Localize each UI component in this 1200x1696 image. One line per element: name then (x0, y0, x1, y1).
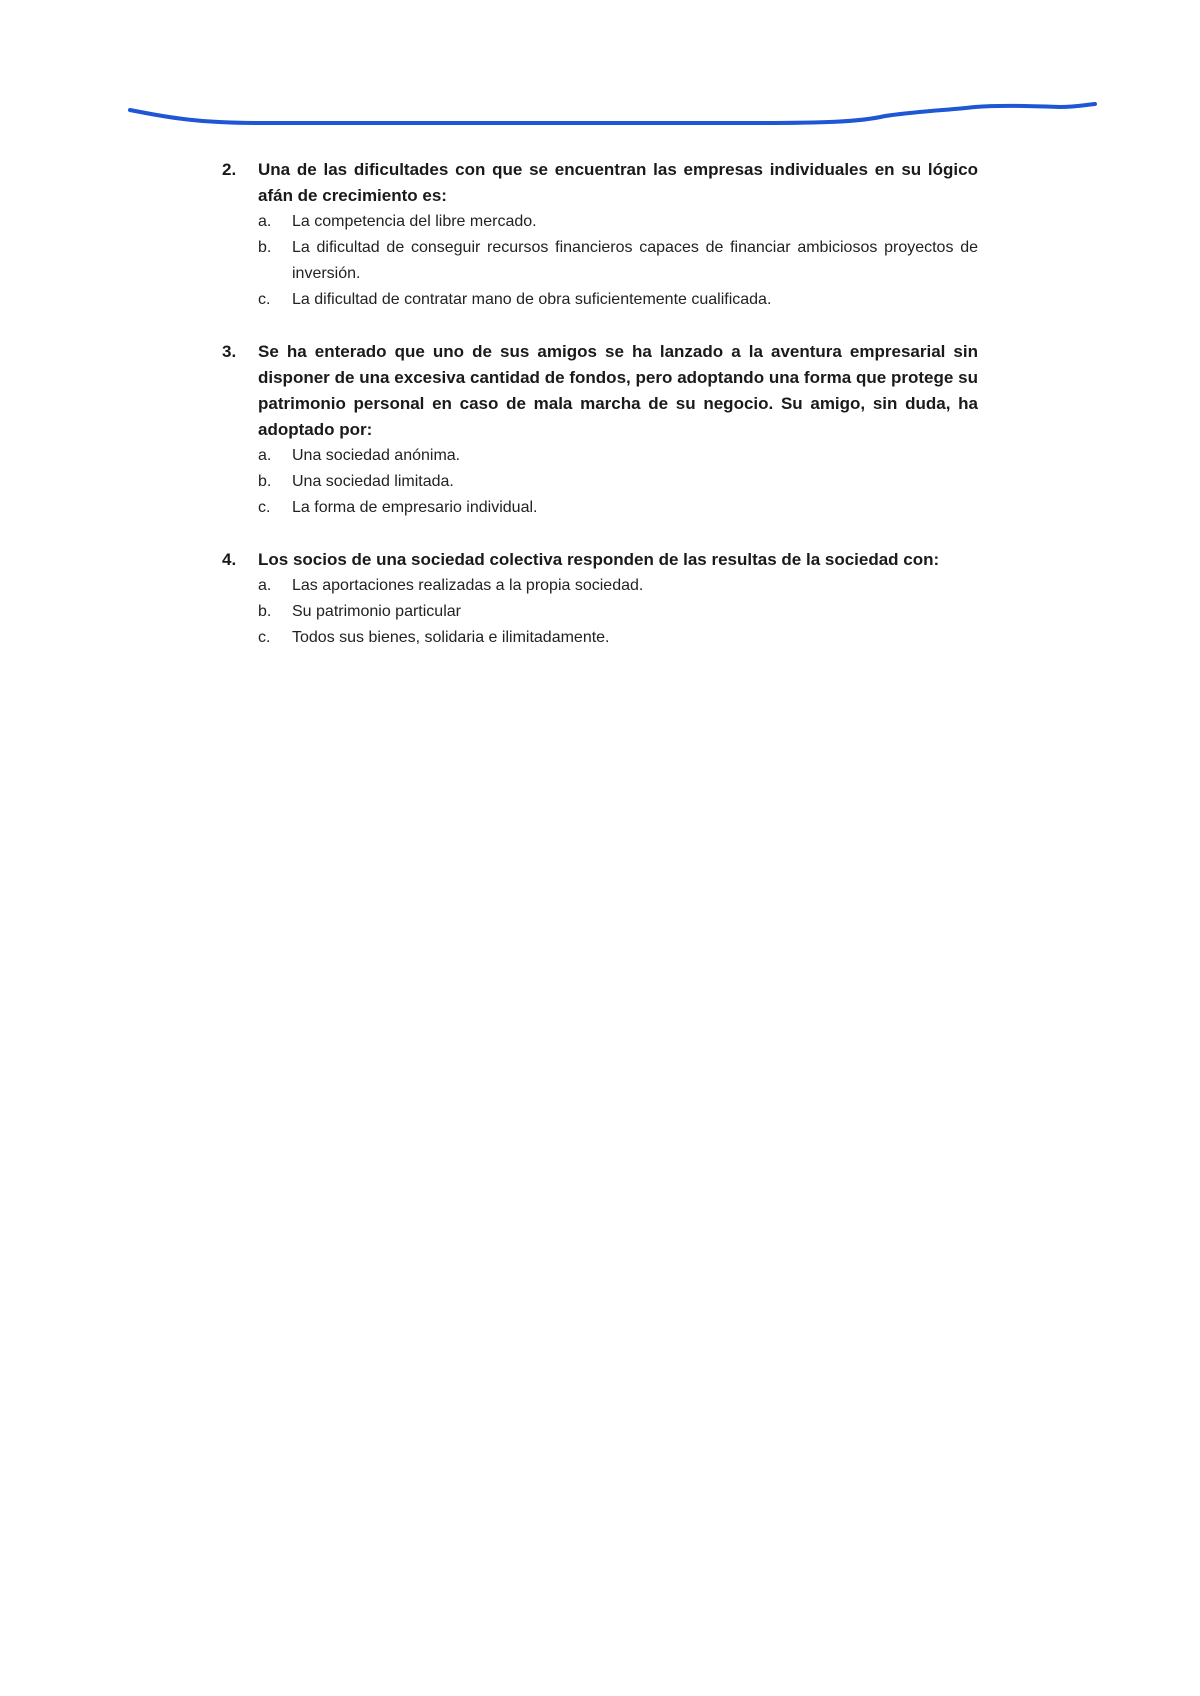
option-letter: b. (258, 603, 272, 620)
option-text: Una sociedad anónima. (292, 447, 461, 464)
option-a (222, 443, 978, 469)
question-text: Se ha enterado que uno de sus amigos se ha lanzado a la aventura empresarial sin disponer de una excesiva cantidad de fondos, pero adoptando una forma que protege su patrimonio personal en caso de mala marcha de su negocio. Su amigo, sin duda, ha adoptado por: (258, 342, 978, 439)
option-text: Su patrimonio particular (292, 603, 461, 620)
handwritten-underline-stroke (0, 0, 1200, 160)
option-letter: b. (258, 239, 272, 256)
option-c (222, 495, 978, 521)
question-4 (222, 547, 978, 651)
option-letter: c. (258, 291, 271, 308)
option-text: Todos sus bienes, solidaria e ilimitadamente. (292, 629, 610, 646)
question-number: 3. (222, 342, 237, 361)
option-list (222, 209, 978, 313)
question-list (222, 157, 978, 677)
option-text: La forma de empresario individual. (292, 499, 538, 516)
option-b (222, 469, 978, 495)
option-letter: a. (258, 213, 272, 230)
option-text: Una sociedad limitada. (292, 473, 454, 490)
pen-stroke-path (130, 104, 1095, 123)
option-b (222, 235, 978, 287)
option-letter: b. (258, 473, 272, 490)
question-2 (222, 157, 978, 313)
question-text: Los socios de una sociedad colectiva responden de las resultas de la sociedad con: (258, 550, 940, 569)
option-b (222, 599, 978, 625)
option-text: La dificultad de contratar mano de obra suficientemente cualificada. (292, 291, 772, 308)
option-letter: a. (258, 577, 272, 594)
question-heading (222, 157, 978, 209)
option-text: La dificultad de conseguir recursos financieros capaces de financiar ambiciosos proyectos de inversión. (292, 239, 978, 282)
option-letter: a. (258, 447, 272, 464)
question-heading (222, 547, 978, 573)
option-text: La competencia del libre mercado. (292, 213, 537, 230)
option-letter: c. (258, 499, 271, 516)
question-number: 4. (222, 550, 237, 569)
question-3 (222, 339, 978, 521)
question-number: 2. (222, 160, 237, 179)
question-heading (222, 339, 978, 443)
question-text: Una de las dificultades con que se encuentran las empresas individuales en su lógico afán de crecimiento es: (258, 160, 978, 205)
option-letter: c. (258, 629, 271, 646)
option-list (222, 443, 978, 521)
option-text: Las aportaciones realizadas a la propia sociedad. (292, 577, 644, 594)
option-a (222, 209, 978, 235)
option-c (222, 625, 978, 651)
option-c (222, 287, 978, 313)
option-a (222, 573, 978, 599)
option-list (222, 573, 978, 651)
